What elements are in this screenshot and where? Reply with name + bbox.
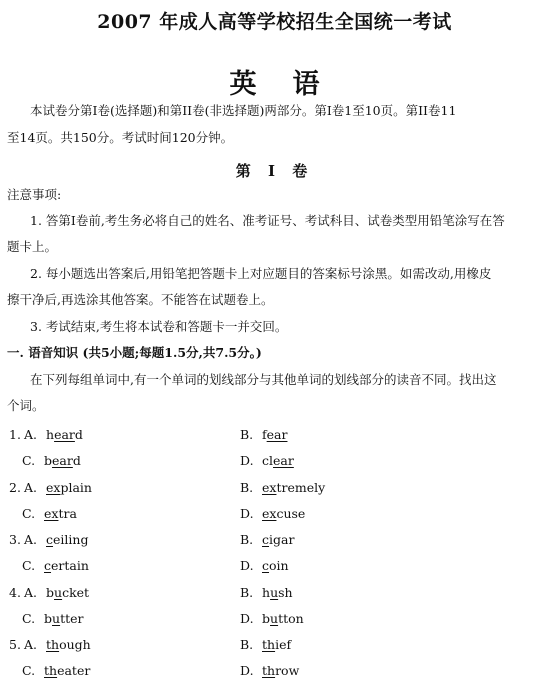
option-letter: C. [22,506,36,521]
option-letter: C. [22,453,36,468]
question-2-option-c [22,506,77,521]
question-number: 3. [9,532,21,547]
question-5-option-a [9,637,91,652]
word-prefix: cl [262,453,273,468]
word-underlined-part: ear [266,427,288,442]
word-suffix: cket [62,585,90,600]
question-5-option-c [22,663,90,678]
word-suffix: cuse [276,506,306,521]
word-suffix: tremely [276,480,326,495]
option-letter: B. [240,585,254,600]
word-suffix: igar [269,532,295,547]
word-prefix: h [262,585,271,600]
question-5-option-b [240,637,291,652]
word-suffix: d [72,453,81,468]
exam-title: 2007 年成人高等学校招生全国统一考试 [97,11,452,33]
word-underlined-part: ex [44,506,59,521]
question-2-option-d [240,506,305,521]
notes-heading: 注意事项: [7,187,62,202]
volume-title: 第 I 卷 [235,162,314,180]
word-underlined-part: u [52,611,61,626]
word-underlined-part: th [44,663,58,678]
option-letter: A. [24,480,38,495]
section-instruction-line-2: 个词。 [7,398,45,413]
word-underlined-part: ear [273,453,294,468]
option-letter: D. [240,663,254,678]
word-suffix: d [74,427,83,442]
question-3-option-b [240,532,294,547]
option-letter: A. [24,532,38,547]
word-suffix: eiling [53,532,89,547]
option-letter: A. [24,637,38,652]
note-2-line-2: 擦干净后,再选涂其他答案。不能答在试题卷上。 [7,292,274,307]
option-letter: D. [240,506,254,521]
option-letter: B. [240,480,254,495]
note-2-line-1: 2. 每小题选出答案后,用铅笔把答题卡上对应题目的答案标号涂黑。如需改动,用橡皮 [30,266,492,281]
word-underlined-part: u [54,585,63,600]
option-letter: B. [240,427,254,442]
option-letter: C. [22,663,36,678]
option-letter: D. [240,611,254,626]
word-prefix: b [46,585,55,600]
option-letter: C. [22,611,36,626]
word-suffix: eater [57,663,91,678]
option-letter: B. [240,637,254,652]
question-number: 2. [9,480,21,495]
question-1-option-d [240,453,294,468]
word-prefix: b [44,611,53,626]
word-underlined-part: c [46,532,54,547]
question-1-option-c [22,453,81,468]
question-number: 4. [9,585,21,600]
word-prefix: b [262,611,271,626]
word-suffix: tra [58,506,77,521]
word-underlined-part: c [44,558,52,573]
section-heading: 一. 语音知识 (共5小题;每题1.5分,共7.5分。) [7,345,262,360]
intro-line-2: 至14页。共150分。考试时间120分钟。 [7,130,234,145]
word-underlined-part: th [262,637,276,652]
question-5-option-d [240,663,299,678]
section-instruction-line-1: 在下列每组单词中,有一个单词的划线部分与其他单词的划线部分的读音不同。找出这 [30,372,497,387]
word-suffix: ough [59,637,91,652]
word-suffix: tton [278,611,304,626]
word-suffix: sh [278,585,293,600]
word-suffix: row [275,663,300,678]
word-prefix: b [44,453,53,468]
option-letter: C. [22,558,36,573]
question-3-option-d [240,558,289,573]
word-underlined-part: c [262,558,270,573]
option-letter: D. [240,453,254,468]
note-1-line-1: 1. 答第I卷前,考生务必将自己的姓名、准考证号、考试科目、试卷类型用铅笔涂写在答 [30,213,505,228]
note-3: 3. 考试结束,考生将本试卷和答题卡一并交回。 [30,319,288,334]
subject-title: 英语 [229,69,356,100]
question-3-option-c [22,558,89,573]
question-2-option-a [9,480,92,495]
word-underlined-part: ex [262,506,277,521]
question-1-option-b [240,427,287,442]
word-underlined-part: ex [262,480,277,495]
word-suffix: oin [269,558,289,573]
question-number: 5. [9,637,21,652]
word-prefix: f [262,427,267,442]
word-suffix: plain [60,480,92,495]
question-3-option-a [9,532,88,547]
word-underlined-part: u [270,611,279,626]
question-number: 1. [9,427,21,442]
intro-line-1: 本试卷分第I卷(选择题)和第II卷(非选择题)两部分。第I卷1至10页。第II卷11 [30,103,457,118]
word-underlined-part: ear [52,453,73,468]
word-underlined-part: u [270,585,279,600]
option-letter: D. [240,558,254,573]
word-suffix: tter [60,611,84,626]
word-underlined-part: th [46,637,60,652]
word-underlined-part: ex [46,480,61,495]
question-4-option-c [22,611,84,626]
question-2-option-b [240,480,325,495]
word-suffix: ertain [51,558,89,573]
option-letter: B. [240,532,254,547]
question-4-option-d [240,611,304,626]
word-underlined-part: ear [54,427,75,442]
word-suffix: ief [275,637,292,652]
word-underlined-part: c [262,532,270,547]
option-letter: A. [24,585,38,600]
question-4-option-a [9,585,89,600]
option-letter: A. [24,427,38,442]
word-underlined-part: th [262,663,276,678]
word-prefix: h [46,427,55,442]
question-4-option-b [240,585,293,600]
note-1-line-2: 题卡上。 [7,239,58,254]
question-1-option-a [9,427,83,442]
